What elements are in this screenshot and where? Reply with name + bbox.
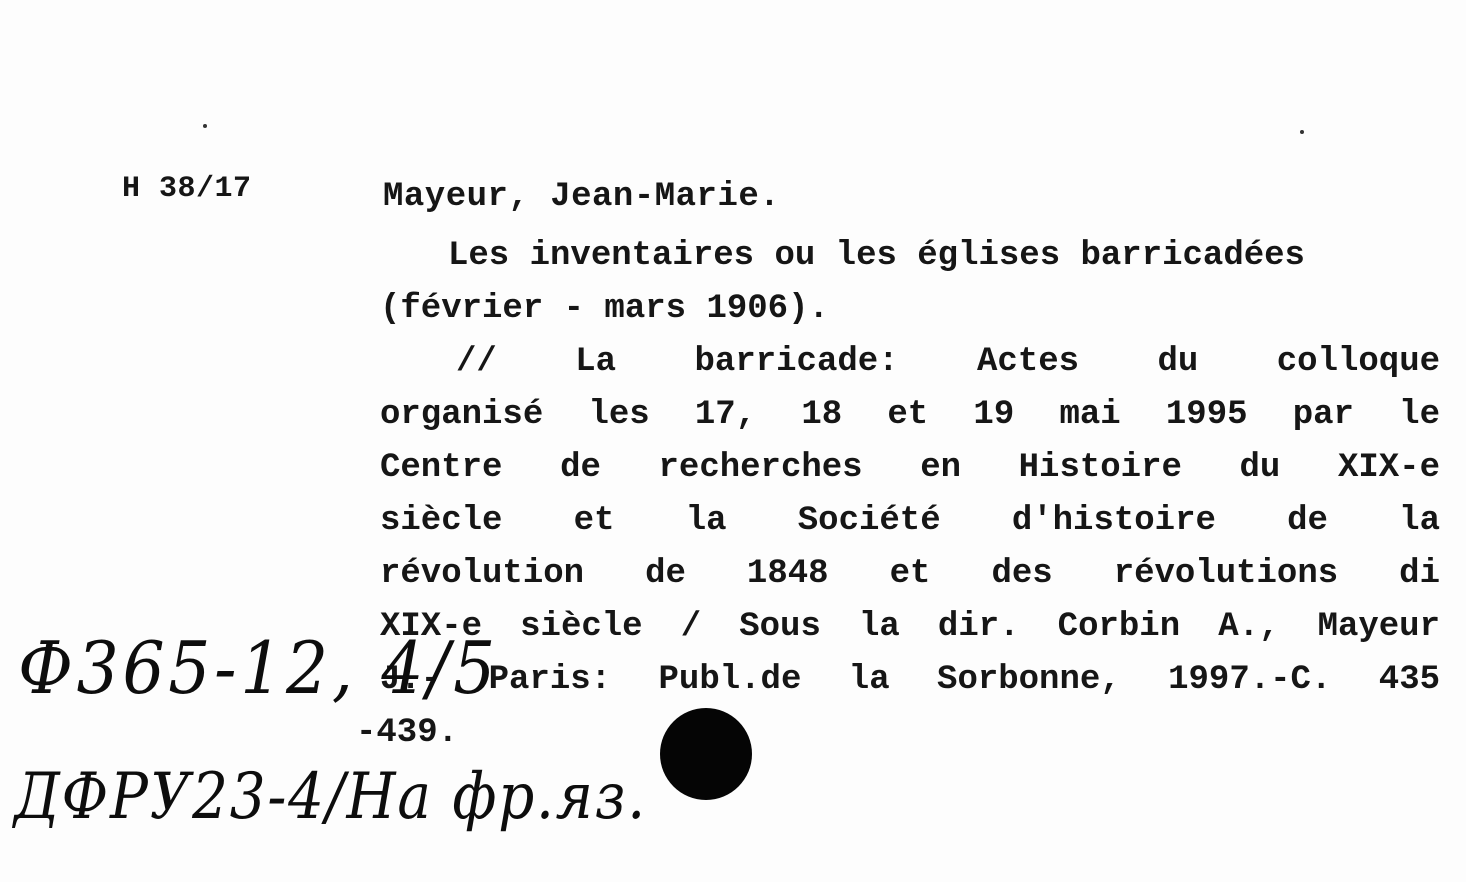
source-line: XIX-e siècle / Sous la dir. Corbin A., Mayeur — [380, 608, 1440, 646]
source-line: révolution de 1848 et des révolutions di — [380, 555, 1440, 593]
source-line: J.- Paris: Publ.de la Sorbonne, 1997.-C. 435 — [380, 661, 1440, 699]
source-line: organisé les 17, 18 et 19 mai 1995 par le — [380, 396, 1440, 434]
source-line: -439. — [356, 714, 459, 752]
author-name: Mayeur, Jean-Marie. — [383, 178, 781, 216]
speck — [203, 124, 207, 128]
handwritten-note: ДФРУ23-4/На фр.яз. — [14, 760, 647, 834]
punch-hole — [660, 708, 752, 800]
handwritten-call-number: Ф365-12, 4/5 — [18, 626, 499, 710]
source-line: siècle et la Société d'histoire de la — [380, 502, 1440, 540]
bibliographic-description — [356, 230, 1440, 760]
title-line: (février - mars 1906). — [380, 290, 829, 328]
title-line: Les inventaires ou les églises barricadées — [448, 237, 1305, 275]
speck — [1300, 130, 1304, 134]
source-line: Centre de recherches en Histoire du XIX-e — [380, 449, 1440, 487]
shelfmark: H 38/17 — [122, 172, 252, 206]
source-line: // La barricade: Actes du colloque — [456, 343, 1440, 381]
